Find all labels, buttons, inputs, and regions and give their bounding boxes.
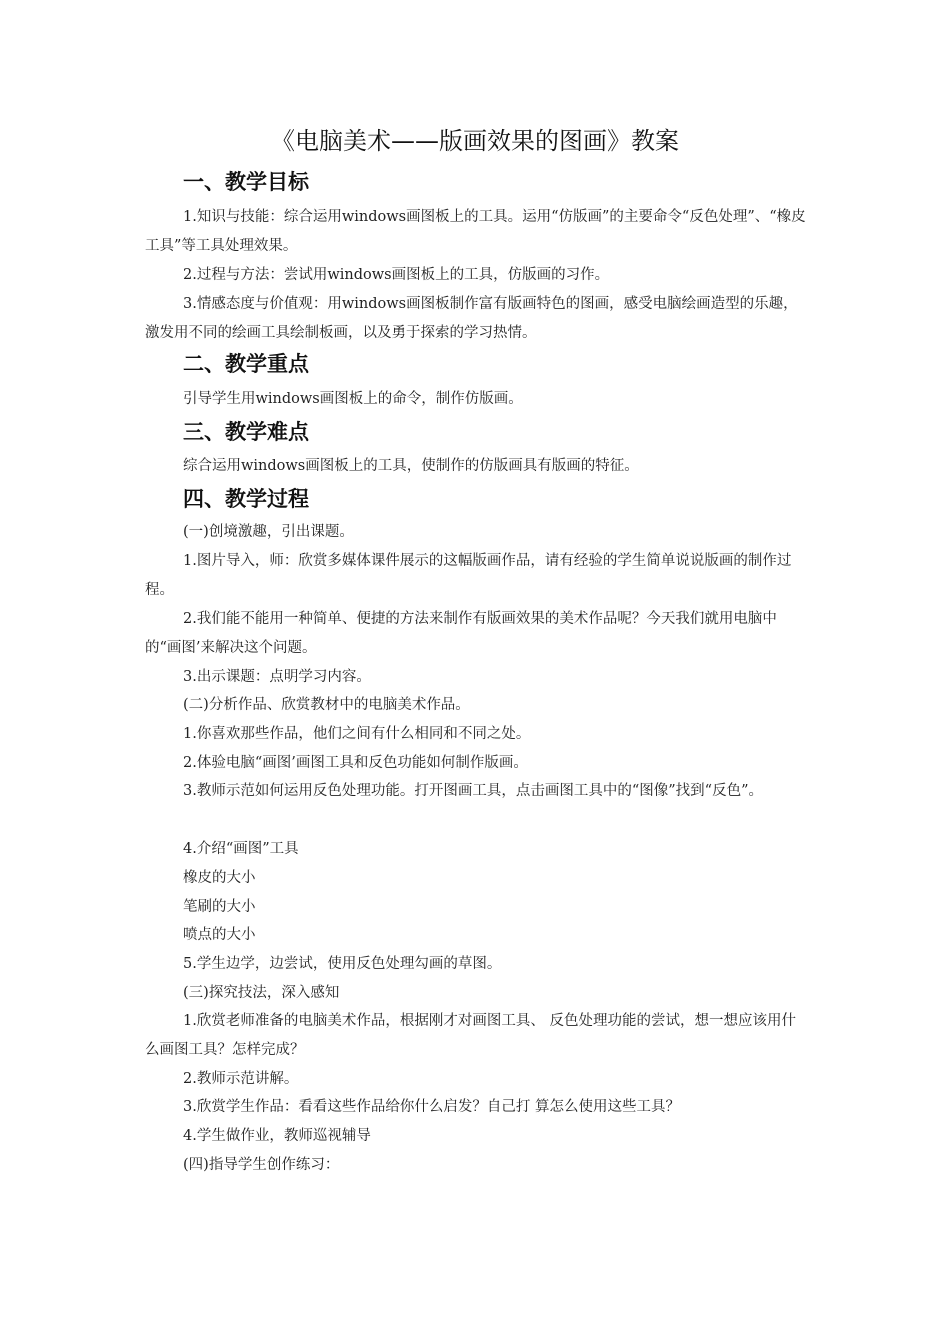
process-step-3-3: 3.欣赏学生作品：看看这些作品给你什么启发？自己打 算怎么使用这些工具？ [183,1099,680,1115]
difficulty-text: 综合运用windows画图板上的工具，使制作的仿版画具有版画的特征。 [183,458,639,474]
process-step-2-5: 5.学生边学，边尝试，使用反色处理勾画的草图。 [183,956,502,972]
process-step-2: (二)分析作品、欣赏教材中的电脑美术作品。 [183,697,470,713]
process-step-1-1: 1.图片导入，师：欣赏多媒体课件展示的这幅版画作品，请有经验的学生简单说说版画的制作过程。 [145,553,792,598]
tool-brush: 笔刷的大小 [183,899,256,915]
process-step-2-2: 2.体验电脑“画图’画图工具和反色功能如何制作版画。 [183,755,528,771]
goal-knowledge: 1.知识与技能：综合运用windows画图板上的工具。运用“仿版画”的主要命令“反色处理”、“橡皮工具”等工具处理效果。 [145,209,806,254]
goal-attitude: 3.情感态度与价值观：用windows画图板制作富有版画特色的图画，感受电脑绘画造型的乐趣，激发用不同的绘画工具绘制板画，以及勇于探索的学习热情。 [145,296,798,341]
heading-difficulty: 三、教学难点 [183,420,309,444]
process-step-2-4: 4.介绍“画图”工具 [183,841,299,857]
process-step-3-2: 2.教师示范讲解。 [183,1071,299,1087]
process-step-4: (四)指导学生创作练习： [183,1157,340,1173]
process-step-3-1: 1.欣赏老师准备的电脑美术作品，根据刚才对画图工具、 反色处理功能的尝试，想一想应该用什么画图工具？怎样完成？ [145,1013,796,1058]
process-step-1-2: 2.我们能不能用一种简单、便捷的方法来制作有版画效果的美术作品呢？今天我们就用电脑中的“画图’来解决这个问题。 [145,611,777,656]
process-step-3: (三)探究技法，深入感知 [183,985,340,1001]
process-step-3-4: 4.学生做作业，教师巡视辅导 [183,1128,371,1144]
goal-process: 2.过程与方法：尝试用windows画图板上的工具，仿版画的习作。 [183,267,610,283]
document-title: 《电脑美术——版画效果的图画》教案 [271,127,679,155]
tool-spray: 喷点的大小 [183,927,256,943]
heading-goals: 一、教学目标 [183,170,309,194]
tool-eraser: 橡皮的大小 [183,870,256,886]
heading-process: 四、教学过程 [183,487,309,511]
process-step-2-3: 3.教师示范如何运用反色处理功能。打开图画工具，点击画图工具中的“图像”找到“反色”。 [183,783,763,799]
process-step-1: (一)创境激趣，引出课题。 [183,524,354,540]
process-step-1-3: 3.出示课题：点明学习内容。 [183,669,371,685]
process-step-2-1: 1.你喜欢那些作品，他们之间有什么相同和不同之处。 [183,726,531,742]
focus-text: 引导学生用windows画图板上的命令，制作仿版画。 [183,391,523,407]
heading-focus: 二、教学重点 [183,352,309,376]
